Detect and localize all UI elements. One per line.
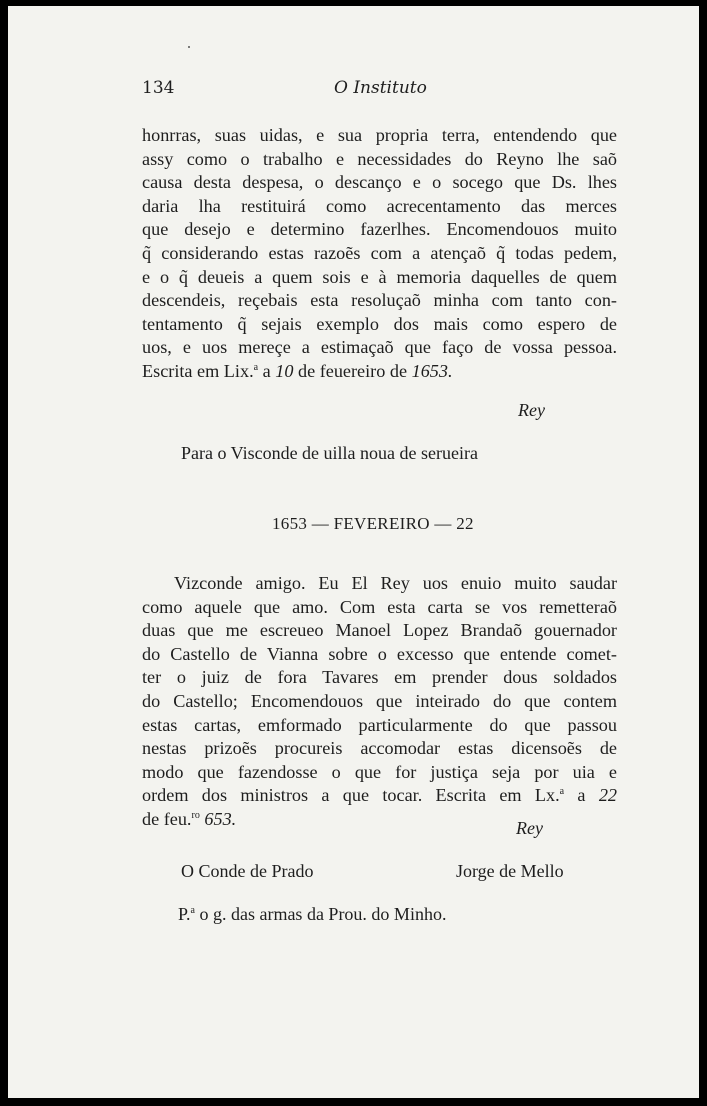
letter1-body [142,124,617,384]
closing-line [142,360,617,384]
text-line: honrras, suas uidas, e sua propria terra, entendendo que [142,125,617,145]
text-line: do Castello de Vianna sobre o excesso que entende comet- [142,643,617,664]
closing-year: 1653. [411,360,453,381]
text-line: causa desta despesa, o descanço e o socego que Ds. lhes [142,172,617,193]
section-heading: 1653 — FEVEREIRO — 22 [272,514,474,533]
closing-day: 22 [598,785,618,806]
text-line: q̃ considerando estas razoẽs com a atençaõ q̃ todas pedem, [142,242,617,263]
signer-left: O Conde de Prado [181,861,314,881]
line-superscript: ro [191,809,200,821]
signer-right: Jorge de Mello [456,861,564,881]
text-line: descendeis, reçebais esta resoluçaõ minha com tanto con- [142,290,617,311]
addressee-line [178,904,446,925]
text-line: e o q̃ deueis a quem sois e à memoria daquelles de quem [142,266,617,287]
closing-superscript: a [253,361,259,373]
document-page [8,6,699,1098]
text-line [142,784,617,808]
signature-rey: Rey [518,400,545,420]
closing-year: 653. [204,808,237,829]
text-line [142,808,617,832]
letter2-body [142,572,617,832]
text-line: assy como o trabalho e necessidades do Reyno lhe saõ [142,148,617,169]
text-line: tentamento q̃ sejais exemplo dos mais como espero de [142,313,617,334]
running-title: O Instituto [334,78,427,98]
line-text: de feu. [142,808,192,829]
closing-text: a [258,360,276,381]
line-text: a [564,785,599,806]
addressee-text: o g. das armas da Prou. do Minho. [194,904,447,924]
line-text: ordem dos ministros a que tocar. Escrita em Lx. [142,785,560,806]
text-line: uos, e uos mereçe a estimaçaõ que faço de vossa pessoa. [142,337,617,358]
text-line: como aquele que amo. Com esta carta se vos remetteraõ [142,596,617,617]
signature-rey: Rey [516,818,543,838]
text-line: duas que me escreueo Manoel Lopez Brandaõ gouernador [142,620,617,641]
page-number: 134 [142,78,175,98]
page-speck [188,46,190,48]
closing-text: Escrita em Lix. [142,360,254,381]
text-line: ter o juiz de fora Tavares em prender dous soldados [142,667,617,688]
text-line: nestas prizoẽs procureis accomodar estas dicensoẽs de [142,738,617,759]
text-line: daria lha restituirá como acrecentamento das merces [142,195,617,216]
text-line: do Castello; Encomendouos que inteirado do que contem [142,690,617,711]
text-line: Vizconde amigo. Eu El Rey uos enuio muito saudar [174,573,617,593]
text-line: que desejo e determino fazerlhes. Encomendouos muito [142,219,617,240]
addressee-superscript: a [190,905,195,916]
text-line: modo que fazendosse o que for justiça seja por uia e [142,761,617,782]
addressee-text: P. [178,904,191,924]
line-superscript: a [559,786,565,798]
closing-day: 10 [275,360,294,381]
page-header [142,78,617,104]
closing-text: de feuereiro de [293,360,412,381]
addressee-line: Para o Visconde de uilla noua de serueira [181,443,478,463]
text-line: estas cartas, emformado particularmente do que passou [142,714,617,735]
